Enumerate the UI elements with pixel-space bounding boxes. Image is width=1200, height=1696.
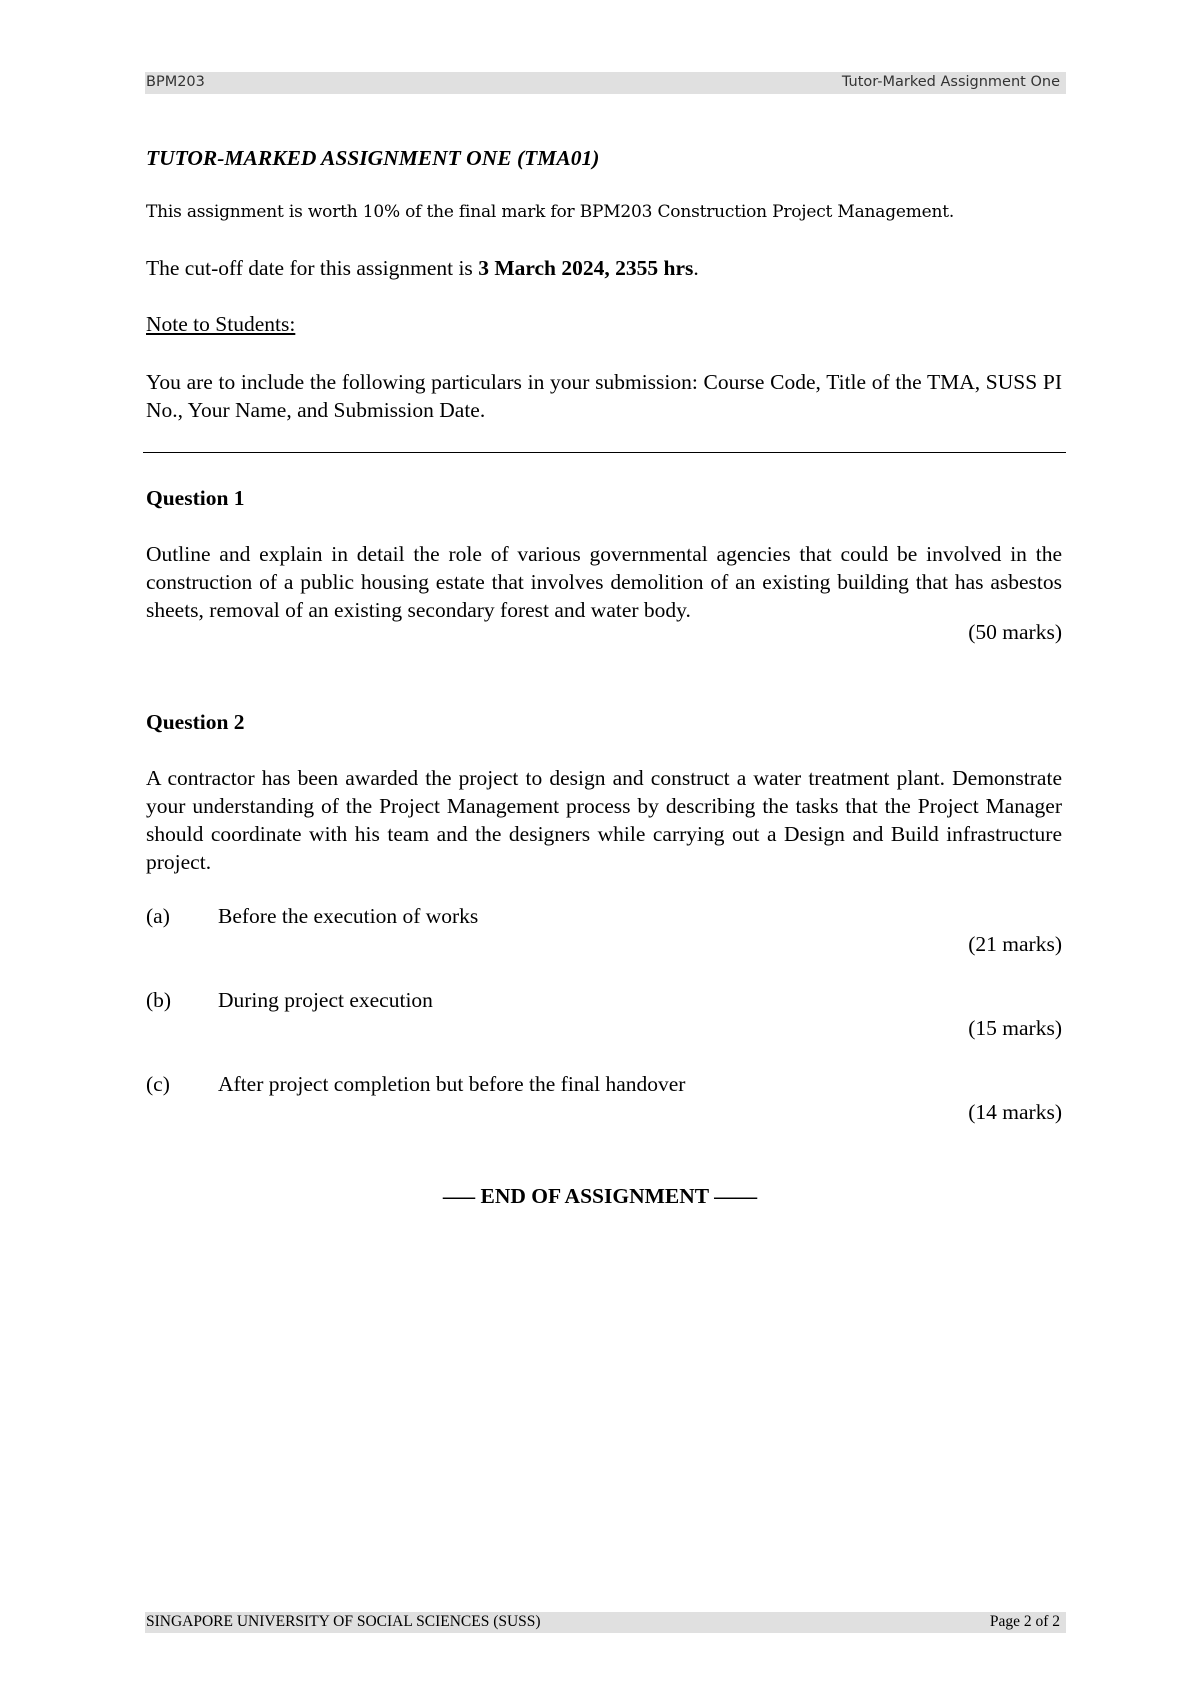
question-1-heading: Question 1 <box>146 486 245 510</box>
question-2-body: A contractor has been awarded the project to design and construct a water treatment plant. Demonstrate your understanding of the Project Management process by describing the tasks that the Project Manager should coordinate with his team and the designers while carrying out a Design and Build infrastructure project. <box>146 766 1062 874</box>
header-course-code: BPM203 <box>146 74 205 90</box>
page-header <box>145 72 1066 94</box>
cutoff-suffix: . <box>693 256 699 280</box>
header-doc-title: Tutor-Marked Assignment One <box>841 74 1060 90</box>
end-of-assignment: ––– END OF ASSIGNMENT –––– <box>442 1184 758 1208</box>
question-1-marks: (50 marks) <box>968 620 1062 644</box>
page-footer <box>145 1612 1066 1633</box>
section-divider <box>143 452 1066 453</box>
question-2-part-c-text: After project completion but before the final handover <box>218 1072 686 1096</box>
question-2-part-b-text: During project execution <box>218 988 433 1012</box>
cutoff-prefix: The cut-off date for this assignment is <box>146 256 479 280</box>
note-to-students-label: Note to Students: <box>146 312 296 336</box>
question-2-part-c-marks: (14 marks) <box>968 1100 1062 1124</box>
cutoff-date-line <box>146 256 699 281</box>
assignment-title: TUTOR-MARKED ASSIGNMENT ONE (TMA01) <box>146 146 600 170</box>
question-2-part-a-label: (a) <box>146 904 170 928</box>
question-2-heading: Question 2 <box>146 710 245 734</box>
question-2-part-c-label: (c) <box>146 1072 170 1096</box>
question-2-part-b-label: (b) <box>146 988 172 1012</box>
question-1-body: Outline and explain in detail the role of various governmental agencies that could be involved in the construction of a public housing estate that involves demolition of an existing building that has asbestos sheets, removal of an existing secondary forest and water body. <box>146 542 1062 622</box>
footer-page-number: Page 2 of 2 <box>989 1613 1060 1630</box>
question-2-part-b-marks: (15 marks) <box>968 1016 1062 1040</box>
assignment-weight-text: This assignment is worth 10% of the final mark for BPM203 Construction Project Management. <box>146 202 955 222</box>
note-to-students-text: You are to include the following particulars in your submission: Course Code, Title of the TMA, SUSS PI No., Your Name, and Submission Date. <box>146 370 1062 422</box>
cutoff-date: 3 March 2024, 2355 hrs <box>478 256 694 280</box>
footer-institution: SINGAPORE UNIVERSITY OF SOCIAL SCIENCES (SUSS) <box>146 1613 541 1630</box>
question-2-part-a-text: Before the execution of works <box>218 904 479 928</box>
question-2-part-a-marks: (21 marks) <box>968 932 1062 956</box>
